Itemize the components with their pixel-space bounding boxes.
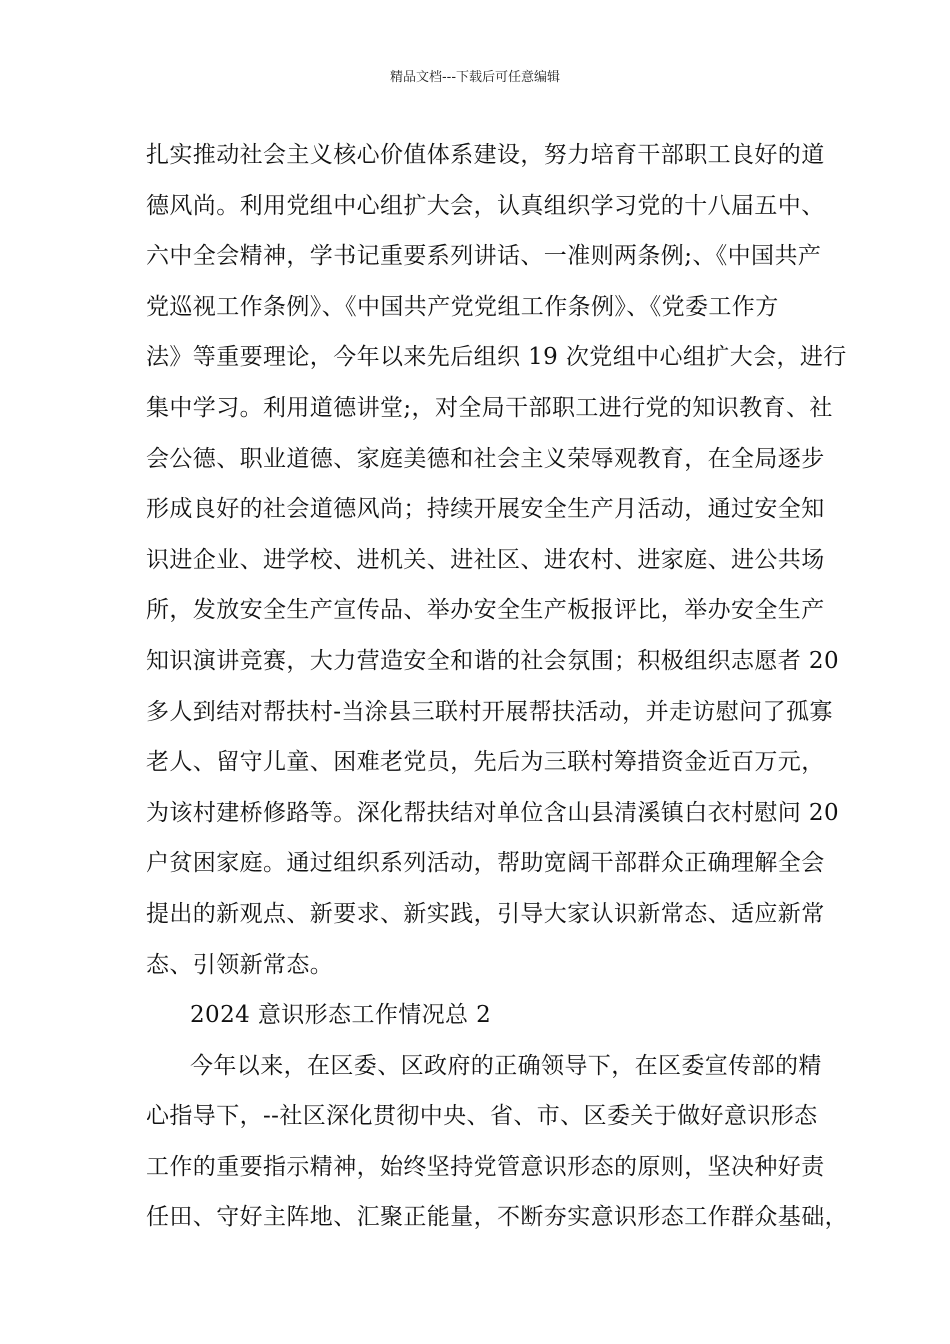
text-line: 多人到结对帮扶村-当涂县三联村开展帮扶活动，并走访慰问了孤寡: [146, 698, 833, 725]
document-body: [146, 130, 848, 1243]
text-line: 识进企业、进学校、进机关、进社区、进农村、进家庭、进公共场: [146, 546, 825, 573]
text-line: 工作的重要指示精神，始终坚持党管意识形态的原则，坚决种好责: [146, 1153, 825, 1180]
text-line: 今年以来，在区委、区政府的正确领导下，在区委宣传部的精: [190, 1052, 822, 1079]
section-heading: 2024 意识形态工作情况总 2: [190, 1002, 492, 1029]
text-line: 心指导下，--社区深化贯彻中央、省、市、区委关于做好意识形态: [146, 1103, 818, 1130]
text-line: 任田、守好主阵地、汇聚正能量，不断夯实意识形态工作群众基础，: [146, 1204, 848, 1231]
text-line: 法》等重要理论，今年以来先后组织 19 次党组中心组扩大会，进行: [146, 344, 847, 371]
text-line: 老人、留守儿童、困难老党员，先后为三联村筹措资金近百万元，: [146, 749, 825, 776]
page-header: 精品文档---下载后可任意编辑: [389, 70, 561, 85]
text-line: 提出的新观点、新要求、新实践，引导大家认识新常态、适应新常: [146, 900, 825, 927]
text-line: 党巡视工作条例》、《中国共产党党组工作条例》、《党委工作方: [146, 293, 779, 320]
text-line: 形成良好的社会道德风尚；持续开展安全生产月活动，通过安全知: [146, 496, 825, 523]
text-line: 态、引领新常态。: [146, 951, 334, 978]
text-line: 所，发放安全生产宣传品、举办安全生产板报评比，举办安全生产: [146, 597, 825, 624]
text-line: 知识演讲竞赛，大力营造安全和谐的社会氛围；积极组织志愿者 20: [146, 647, 839, 674]
text-line: 户贫困家庭。通过组织系列活动，帮助宽阔干部群众正确理解全会: [146, 850, 825, 877]
text-line: 为该村建桥修路等。深化帮扶结对单位含山县清溪镇白衣村慰问 20: [146, 799, 839, 826]
text-line: 扎实推动社会主义核心价值体系建设，努力培育干部职工良好的道: [146, 142, 825, 168]
text-line: 会公德、职业道德、家庭美德和社会主义荣辱观教育，在全局逐步: [146, 445, 825, 472]
text-line: 集中学习。利用道德讲堂;，对全局干部职工进行党的知识教育、社: [146, 394, 833, 421]
text-line: 德风尚。利用党组中心组扩大会，认真组织学习党的十八届五中、: [146, 192, 825, 219]
text-line: 六中全会精神，学书记重要系列讲话、一准则两条例;、《中国共产: [146, 243, 822, 270]
